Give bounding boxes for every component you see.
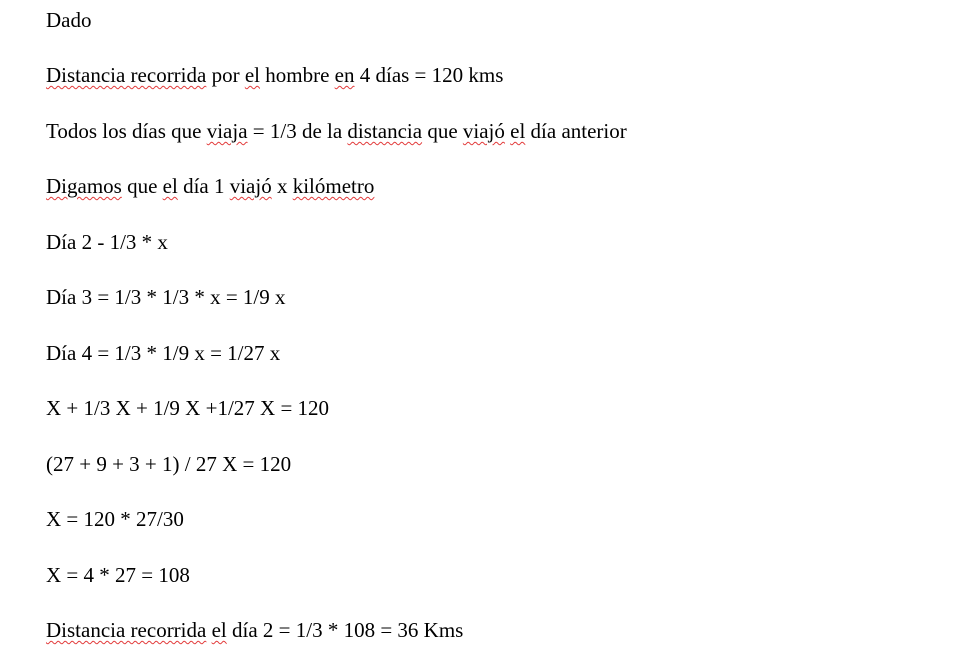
doc-line-dia-2 bbox=[46, 230, 168, 254]
text-run: que bbox=[121, 174, 163, 198]
text-run: X = 120 * 27/30 bbox=[46, 507, 184, 531]
doc-line-ecuacion-factor bbox=[46, 452, 291, 476]
spellcheck-flagged-word[interactable]: viaja bbox=[206, 119, 248, 143]
text-run: día 1 bbox=[177, 174, 230, 198]
spellcheck-flagged-word[interactable]: viajó bbox=[462, 119, 505, 143]
doc-line-dia-4 bbox=[46, 341, 280, 365]
text-run: x bbox=[271, 174, 293, 198]
doc-line-dado bbox=[46, 8, 92, 32]
spellcheck-flagged-word[interactable]: el bbox=[162, 174, 178, 198]
spellcheck-flagged-word[interactable]: distancia bbox=[347, 119, 423, 143]
spellcheck-flagged-word[interactable]: Distancia recorrida bbox=[46, 618, 207, 642]
doc-line-regla-viaje bbox=[46, 119, 627, 143]
text-run: Día 3 = 1/3 * 1/3 * x = 1/9 x bbox=[46, 285, 286, 309]
text-run: Día 4 = 1/3 * 1/9 x = 1/27 x bbox=[46, 341, 281, 365]
doc-line-distancia-total bbox=[46, 63, 503, 87]
text-run: que bbox=[422, 119, 463, 143]
spellcheck-flagged-word[interactable]: el bbox=[244, 63, 260, 87]
doc-line-ecuacion-suma bbox=[46, 396, 329, 420]
text-run: Día 2 - 1/3 * x bbox=[46, 230, 168, 254]
text-run: 4 días = 120 kms bbox=[354, 63, 504, 87]
text-run: hombre bbox=[260, 63, 335, 87]
doc-line-despeje-x bbox=[46, 507, 184, 531]
text-run: (27 + 9 + 3 + 1) / 27 X = 120 bbox=[46, 452, 292, 476]
spellcheck-flagged-word[interactable]: Distancia recorrida bbox=[46, 63, 207, 87]
text-run: = 1/3 de la bbox=[247, 119, 348, 143]
doc-line-resultado-dia-2 bbox=[46, 618, 463, 642]
spellcheck-flagged-word[interactable]: en bbox=[334, 63, 355, 87]
text-run: X = 4 * 27 = 108 bbox=[46, 563, 190, 587]
spellcheck-flagged-word[interactable]: el bbox=[211, 618, 227, 642]
text-run: día anterior bbox=[525, 119, 627, 143]
doc-line-dia-3 bbox=[46, 285, 286, 309]
text-run: día 2 = 1/3 * 108 = 36 Kms bbox=[226, 618, 464, 642]
spellcheck-flagged-word[interactable]: Digamos bbox=[46, 174, 122, 198]
doc-line-dia-1 bbox=[46, 174, 374, 198]
spellcheck-flagged-word[interactable]: viajó bbox=[229, 174, 272, 198]
text-run: por bbox=[206, 63, 245, 87]
spellcheck-flagged-word[interactable]: el bbox=[510, 119, 526, 143]
text-run: X + 1/3 X + 1/9 X +1/27 X = 120 bbox=[46, 396, 330, 420]
spellcheck-flagged-word[interactable]: kilómetro bbox=[292, 174, 375, 198]
text-run: Dado bbox=[46, 8, 92, 32]
doc-line-valor-x bbox=[46, 563, 190, 587]
text-run: Todos los días que bbox=[46, 119, 207, 143]
